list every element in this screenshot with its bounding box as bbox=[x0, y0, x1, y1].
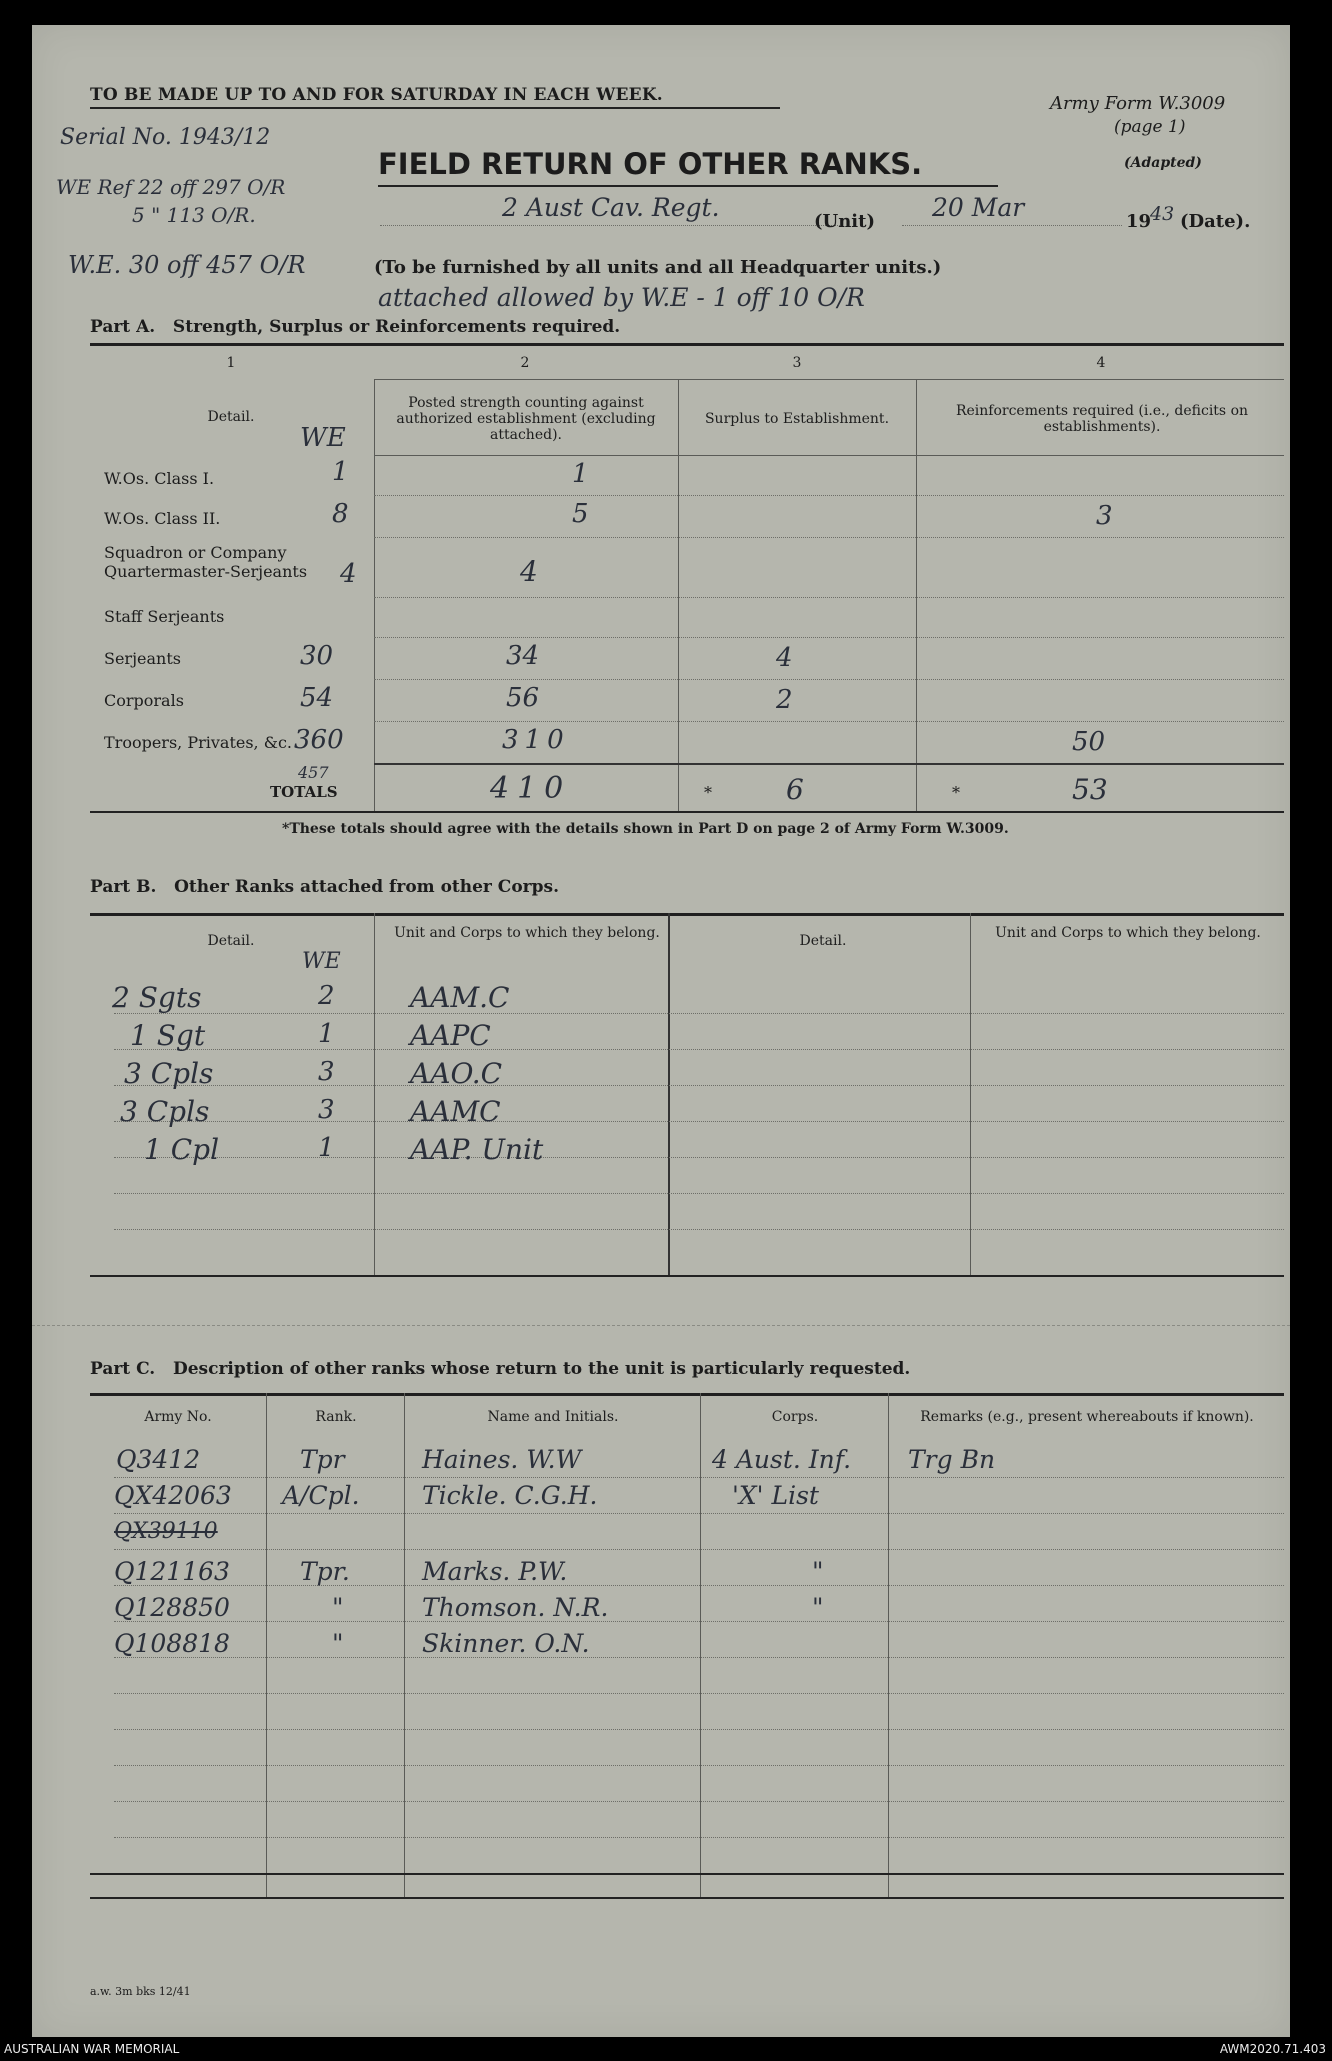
row-detail: W.Os. Class I. bbox=[104, 469, 215, 488]
right-credit: AWM2020.71.403 bbox=[1219, 2042, 1326, 2056]
col-number-1: 1 bbox=[226, 355, 236, 371]
rank: " bbox=[332, 1593, 344, 1622]
army-number: Q128850 bbox=[114, 1593, 230, 1622]
date-label: (Date). bbox=[1180, 211, 1251, 232]
row-we: 8 bbox=[332, 499, 349, 529]
col-header-posted: Posted strength counting against authorized establishment (excluding attached). bbox=[396, 395, 656, 443]
attached-detail: 3 Cpls bbox=[120, 1095, 210, 1128]
col-number-3: 3 bbox=[792, 355, 802, 371]
totals-reinforcements: 53 bbox=[1072, 773, 1108, 806]
row-rule bbox=[374, 597, 1284, 598]
row-rule bbox=[374, 721, 1284, 722]
part-c-vline-4 bbox=[888, 1393, 889, 1897]
adapted-label: (Adapted) bbox=[1124, 155, 1202, 171]
we-total-handwritten: W.E. 30 off 457 O/R bbox=[68, 251, 306, 279]
row-posted: 1 bbox=[572, 459, 589, 489]
row-detail: Squadron or Company Quartermaster-Serjeants bbox=[104, 543, 308, 581]
row-we: 4 bbox=[340, 559, 357, 589]
year-suffix: 43 bbox=[1150, 203, 1175, 225]
name-initials: Haines. W.W bbox=[422, 1445, 582, 1474]
row-rule bbox=[114, 1121, 1284, 1122]
col-header-surplus: Surplus to Establishment. bbox=[704, 411, 890, 427]
unit-handwritten: 2 Aust Cav. Regt. bbox=[502, 193, 720, 222]
date-dotted-line bbox=[902, 225, 1122, 226]
fold-line bbox=[32, 1325, 1290, 1326]
row-surplus: 4 bbox=[776, 643, 793, 673]
part-b-vline-3 bbox=[970, 913, 971, 1275]
row-detail: Serjeants bbox=[104, 649, 181, 668]
attached-we: 3 bbox=[318, 1057, 335, 1087]
row-reinforcements: 3 bbox=[1096, 501, 1113, 531]
col-header-reinforcements: Reinforcements required (i.e., deficits on establishments). bbox=[955, 403, 1249, 435]
we-ref-line-1: WE Ref 22 off 297 O/R bbox=[56, 175, 286, 199]
name-initials: Marks. P.W. bbox=[422, 1557, 568, 1586]
row-posted: 56 bbox=[506, 683, 540, 713]
army-number: QX42063 bbox=[114, 1481, 232, 1510]
part-c-top-rule bbox=[90, 1393, 1284, 1396]
totals-rule bbox=[374, 763, 1284, 765]
part-c-vline-1 bbox=[266, 1393, 267, 1897]
row-rule bbox=[374, 495, 1284, 496]
row-rule bbox=[114, 1049, 1284, 1050]
row-rule bbox=[374, 537, 1284, 538]
army-number: Q108818 bbox=[114, 1629, 230, 1658]
part-a-top-rule bbox=[90, 343, 1284, 346]
attached-we: 3 bbox=[318, 1095, 335, 1125]
row-we: 54 bbox=[300, 683, 334, 713]
col-header-remarks: Remarks (e.g., present whereabouts if known). bbox=[920, 1409, 1254, 1425]
totals-surplus: 6 bbox=[786, 773, 804, 806]
totals-we: 457 bbox=[298, 763, 329, 782]
page-number: (page 1) bbox=[1114, 117, 1186, 137]
row-detail: Corporals bbox=[104, 691, 184, 710]
attached-we: 2 bbox=[318, 981, 335, 1011]
attached-corps: AAO.C bbox=[410, 1057, 503, 1090]
part-b-we-label: WE bbox=[302, 949, 341, 974]
corps: 4 Aust. Inf. bbox=[712, 1445, 852, 1474]
rank: Tpr bbox=[300, 1445, 345, 1474]
year-prefix: 19 bbox=[1126, 211, 1152, 232]
form-number: Army Form W.3009 bbox=[1050, 93, 1226, 114]
totals-posted: 410 bbox=[490, 771, 572, 806]
row-rule bbox=[114, 1085, 1284, 1086]
row-rule bbox=[114, 1157, 1284, 1158]
attached-corps: AAP. Unit bbox=[410, 1133, 544, 1166]
row-rule bbox=[114, 1801, 1284, 1802]
part-b-vline-1 bbox=[374, 913, 375, 1275]
name-initials: Tickle. C.G.H. bbox=[422, 1481, 598, 1510]
name-initials: Skinner. O.N. bbox=[422, 1629, 590, 1658]
we-ref-line-2: 5 " 113 O/R. bbox=[132, 203, 256, 227]
form-title: FIELD RETURN OF OTHER RANKS. bbox=[378, 147, 923, 181]
unit-dotted-line bbox=[380, 225, 840, 226]
attached-we: 1 bbox=[318, 1133, 335, 1163]
row-posted: 310 bbox=[502, 725, 570, 755]
part-b-header-corps-2: Unit and Corps to which they belong. bbox=[995, 925, 1261, 941]
row-rule bbox=[114, 1621, 1284, 1622]
row-rule bbox=[114, 1693, 1284, 1694]
row-surplus: 2 bbox=[776, 685, 793, 715]
col-header-army-no: Army No. bbox=[144, 1409, 212, 1425]
col-header-corps: Corps. bbox=[771, 1409, 819, 1425]
part-b-vline-2 bbox=[668, 913, 670, 1275]
part-a-vline-1 bbox=[374, 379, 375, 811]
part-c-vline-3 bbox=[700, 1393, 701, 1897]
row-posted: 4 bbox=[520, 555, 538, 588]
header-bottom-rule bbox=[374, 455, 1284, 456]
totals-reinforcements-star: * bbox=[952, 783, 960, 802]
furnished-note: (To be furnished by all units and all Headquarter units.) bbox=[374, 257, 942, 278]
attached-corps: AAPC bbox=[410, 1019, 491, 1052]
instruction-underline bbox=[90, 107, 780, 109]
row-reinforcements: 50 bbox=[1072, 727, 1106, 757]
corps: " bbox=[812, 1557, 824, 1586]
part-a-bottom-rule bbox=[90, 811, 1284, 813]
part-a-vline-3 bbox=[916, 379, 917, 811]
attached-allowed-note: attached allowed by W.E - 1 off 10 O/R bbox=[378, 283, 865, 312]
row-we: 30 bbox=[300, 641, 334, 671]
row-posted: 34 bbox=[506, 641, 540, 671]
credit-strip bbox=[0, 2037, 1332, 2061]
army-number-struck: QX39110 bbox=[114, 1519, 218, 1544]
row-detail: Staff Serjeants bbox=[104, 607, 225, 626]
remarks: Trg Bn bbox=[908, 1445, 996, 1474]
row-detail: W.Os. Class II. bbox=[104, 509, 221, 528]
part-a-heading: Part A. Strength, Surplus or Reinforcements required. bbox=[90, 317, 621, 337]
corps: 'X' List bbox=[732, 1481, 819, 1510]
left-credit: AUSTRALIAN WAR MEMORIAL bbox=[4, 2042, 180, 2056]
date-handwritten: 20 Mar bbox=[932, 193, 1025, 222]
row-rule bbox=[114, 1513, 1284, 1514]
part-b-header-corps: Unit and Corps to which they belong. bbox=[394, 925, 660, 941]
attached-detail: 2 Sgts bbox=[112, 981, 202, 1014]
attached-corps: AAM.C bbox=[410, 981, 510, 1014]
army-number: Q121163 bbox=[114, 1557, 230, 1586]
part-b-top-rule bbox=[90, 913, 1284, 916]
attached-corps: AAMC bbox=[410, 1095, 501, 1128]
part-c-rule-2 bbox=[90, 1897, 1284, 1899]
row-rule bbox=[114, 1229, 1284, 1230]
part-b-bottom-rule bbox=[90, 1275, 1284, 1277]
attached-detail: 1 Cpl bbox=[144, 1133, 220, 1166]
print-code: a.w. 3m bks 12/41 bbox=[90, 1985, 191, 1998]
unit-label: (Unit) bbox=[814, 211, 875, 232]
row-rule bbox=[114, 1729, 1284, 1730]
row-rule bbox=[114, 1193, 1284, 1194]
corps: " bbox=[812, 1593, 824, 1622]
totals-surplus-star: * bbox=[704, 783, 712, 802]
col-header-rank: Rank. bbox=[315, 1409, 357, 1425]
part-c-rule-1 bbox=[90, 1873, 1284, 1875]
row-rule bbox=[114, 1657, 1284, 1658]
name-initials: Thomson. N.R. bbox=[422, 1593, 609, 1622]
row-rule bbox=[114, 1837, 1284, 1838]
part-b-header-detail-2: Detail. bbox=[799, 933, 847, 949]
row-posted: 5 bbox=[572, 499, 589, 529]
we-column-label: WE bbox=[300, 423, 346, 453]
row-rule bbox=[374, 637, 1284, 638]
part-c-heading: Part C. Description of other ranks whose return to the unit is particularly requested. bbox=[90, 1359, 911, 1379]
attached-detail: 1 Sgt bbox=[130, 1019, 206, 1052]
row-detail: Troopers, Privates, &c. bbox=[104, 733, 293, 752]
col-header-name: Name and Initials. bbox=[487, 1409, 619, 1425]
part-b-heading: Part B. Other Ranks attached from other Corps. bbox=[90, 877, 560, 897]
part-a-vline-2 bbox=[678, 379, 679, 811]
row-rule bbox=[114, 1477, 1284, 1478]
col-number-4: 4 bbox=[1096, 355, 1106, 371]
row-rule bbox=[114, 1585, 1284, 1586]
instruction-text: TO BE MADE UP TO AND FOR SATURDAY IN EACH WEEK. bbox=[90, 85, 663, 105]
army-number: Q3412 bbox=[116, 1445, 201, 1474]
row-rule bbox=[114, 1549, 1284, 1550]
row-we: 1 bbox=[332, 457, 349, 487]
totals-footnote: *These totals should agree with the details shown in Part D on page 2 of Army Form W.3009. bbox=[282, 821, 1009, 837]
title-underline bbox=[378, 185, 998, 187]
attached-detail: 3 Cpls bbox=[124, 1057, 214, 1090]
form-sheet bbox=[32, 25, 1290, 2037]
col-header-detail: Detail. bbox=[207, 409, 255, 425]
totals-label: TOTALS bbox=[270, 783, 338, 801]
row-rule bbox=[114, 1013, 1284, 1014]
serial-number: Serial No. 1943/12 bbox=[60, 125, 271, 150]
col-number-rule bbox=[374, 379, 1284, 380]
rank: Tpr. bbox=[300, 1557, 350, 1586]
part-c-vline-2 bbox=[404, 1393, 405, 1897]
attached-we: 1 bbox=[318, 1019, 335, 1049]
row-rule bbox=[114, 1765, 1284, 1766]
row-we: 360 bbox=[294, 725, 344, 755]
rank: " bbox=[332, 1629, 344, 1658]
row-rule bbox=[374, 679, 1284, 680]
rank: A/Cpl. bbox=[282, 1481, 360, 1510]
part-b-header-detail: Detail. bbox=[207, 933, 255, 949]
col-number-2: 2 bbox=[520, 355, 530, 371]
